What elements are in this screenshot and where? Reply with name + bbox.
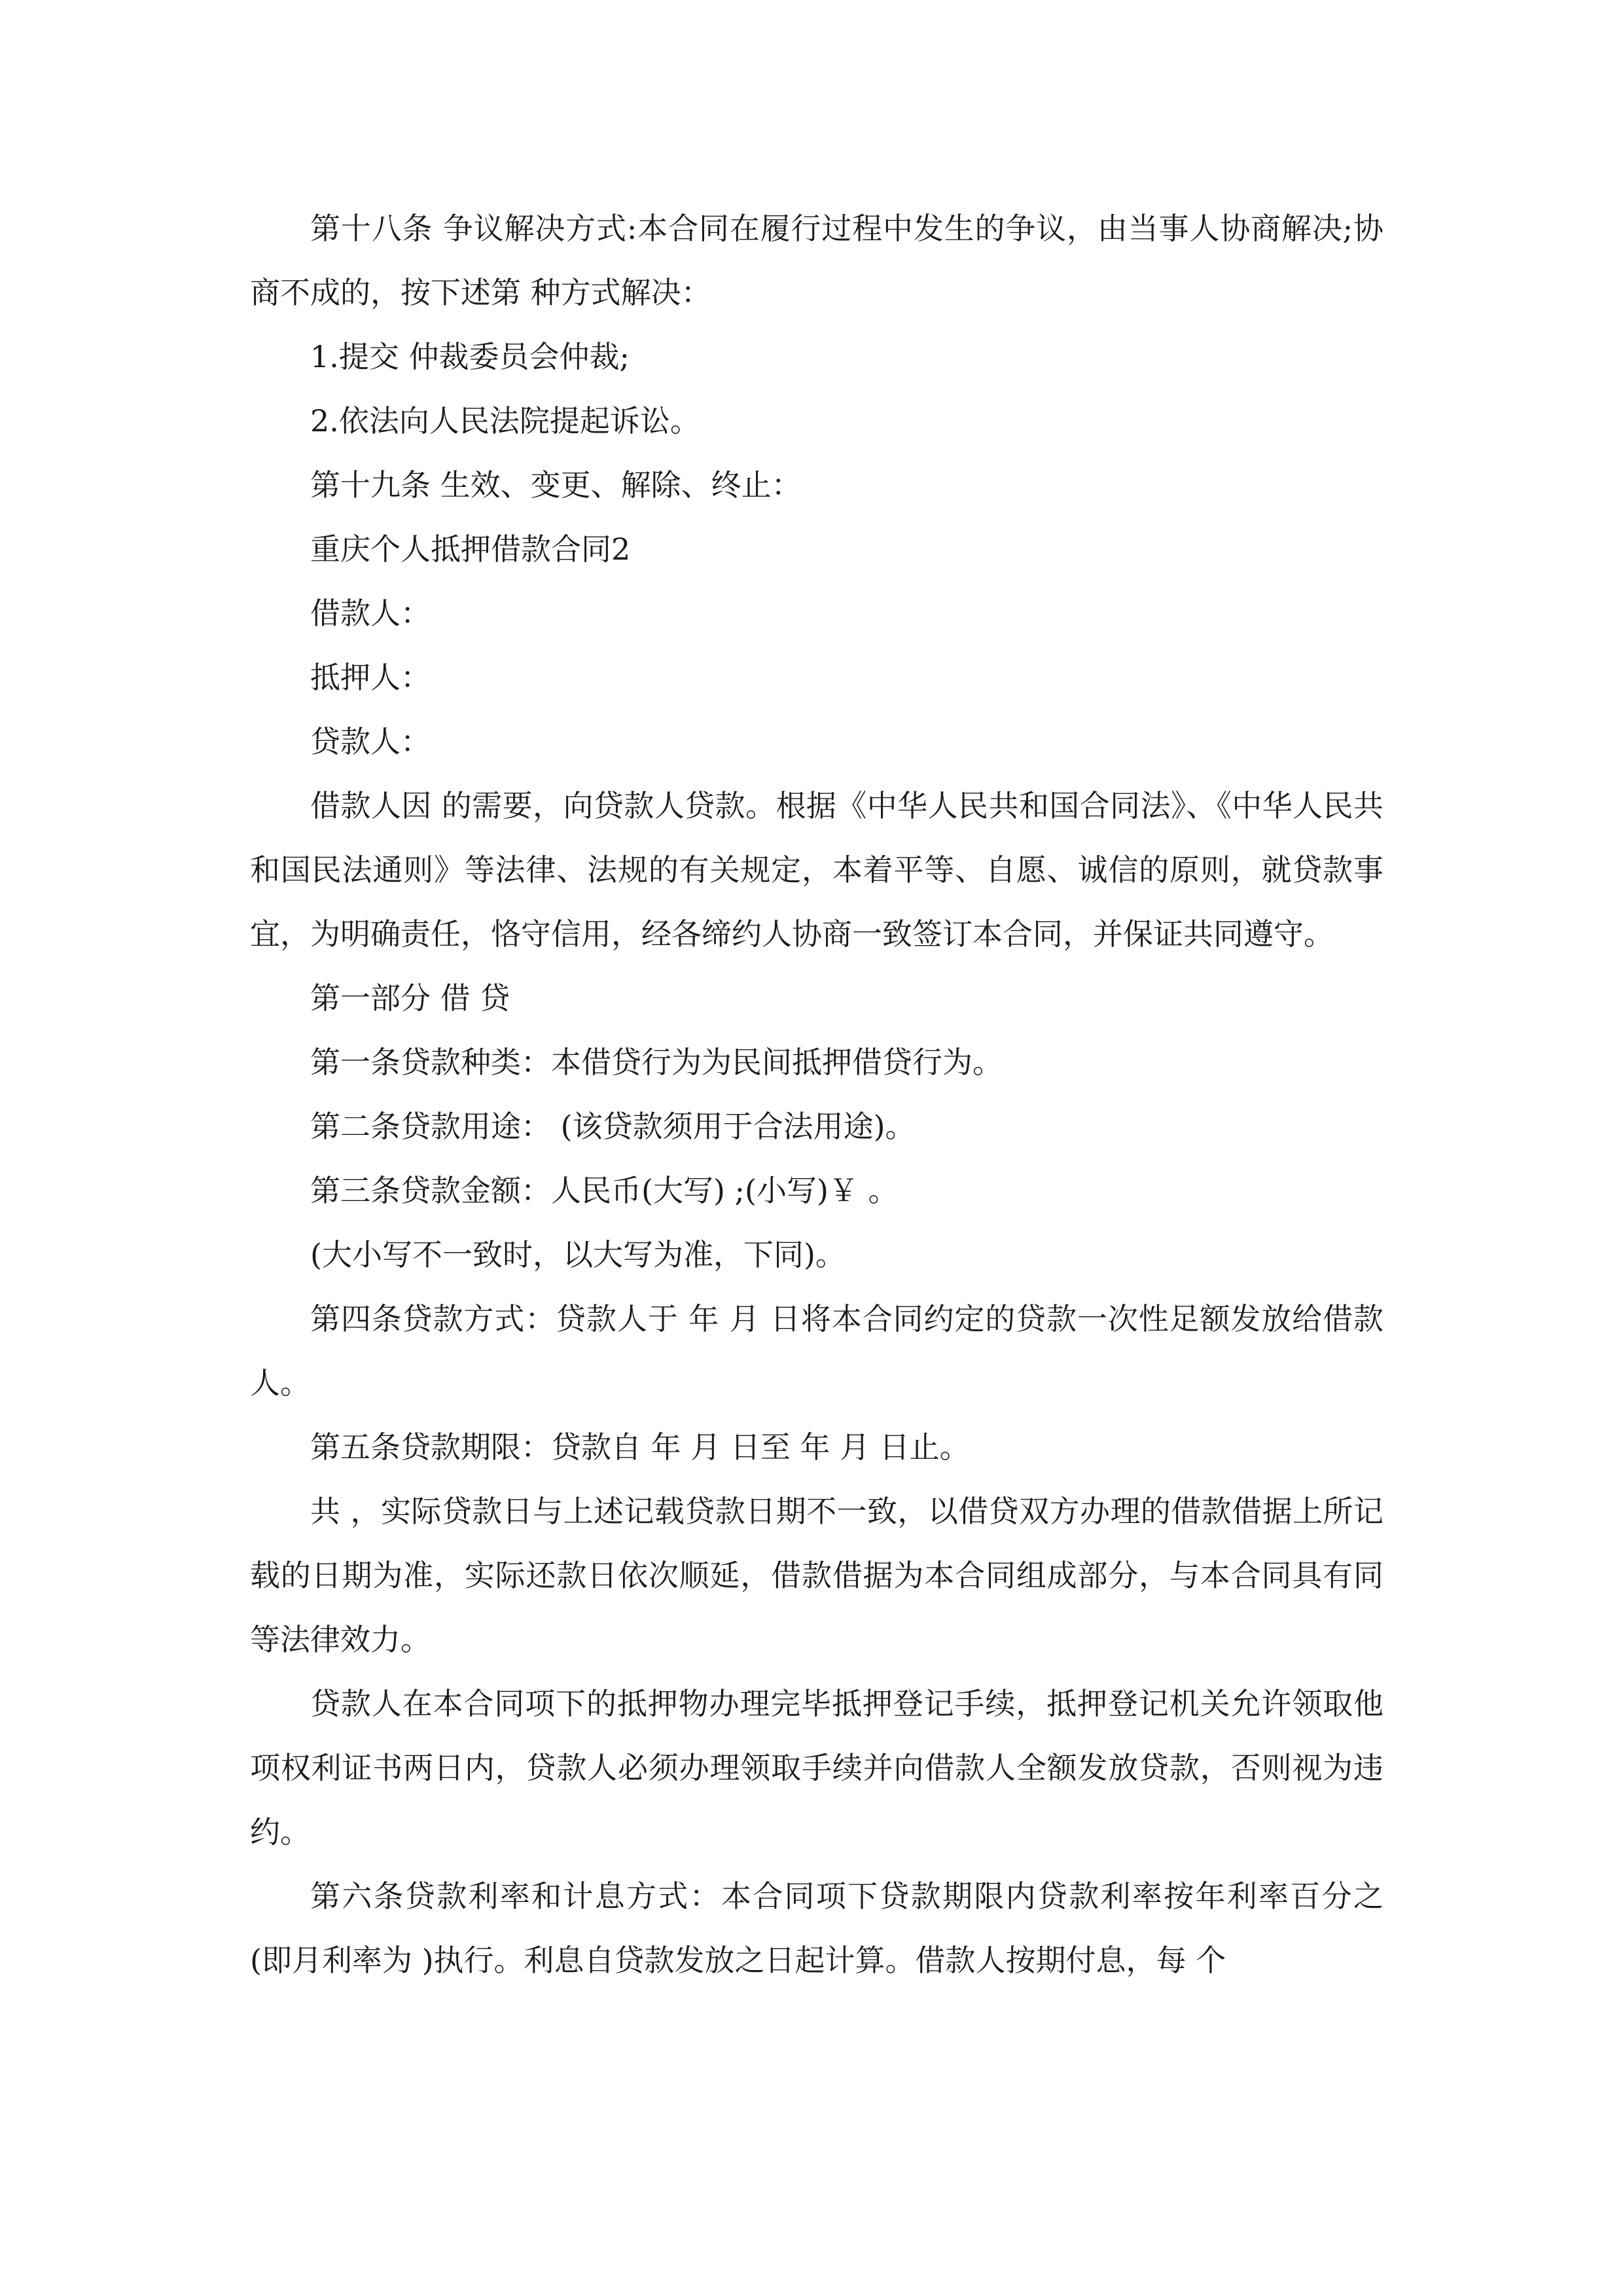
article-3-loan-amount: 第三条贷款金额：人民币(大写) ;(小写)￥ 。: [310, 1173, 899, 1208]
document-body: [250, 196, 1383, 1992]
clause-18-dispute-resolution: 第十八条 争议解决方式:本合同在履行过程中发生的争议，由当事人协商解决;协商不成的，按下述第 种方式解决：: [250, 211, 1383, 310]
article-6-interest-rate: 第六条贷款利率和计息方式：本合同项下贷款期限内贷款利率按年利率百分之 (即月利率为 )执行。利息自贷款发放之日起计算。借款人按期付息，每 个: [250, 1878, 1383, 1978]
loan-date-note: 共 ，实际贷款日与上述记载贷款日期不一致，以借贷双方办理的借款借据上所记载的日期为准，实际还款日依次顺延，借款借据为本合同组成部分，与本合同具有同等法律效力。: [250, 1494, 1383, 1657]
dispute-option-arbitration: 1.提交 仲裁委员会仲裁;: [310, 339, 630, 374]
part-one-heading: 第一部分 借 贷: [310, 980, 510, 1016]
article-2-loan-purpose: 第二条贷款用途： (该贷款须用于合法用途)。: [310, 1109, 916, 1144]
article-4-loan-method: 第四条贷款方式：贷款人于 年 月 日将本合同约定的贷款一次性足额发放给借款人。: [250, 1301, 1383, 1401]
preamble-paragraph: 借款人因 的需要，向贷款人贷款。根据《中华人民共和国合同法》、《中华人民共和国民法通则》等法律、法规的有关规定，本着平等、自愿、诚信的原则，就贷款事宜，为明确责任，恪守信用，经各缔约人协商一致签订本合同，并保证共同遵守。: [250, 788, 1383, 952]
lender-obligation-paragraph: 贷款人在本合同项下的抵押物办理完毕抵押登记手续，抵押登记机关允许领取他项权利证书两日内，贷款人必须办理领取手续并向借款人全额发放贷款，否则视为违约。: [250, 1686, 1383, 1850]
article-1-loan-type: 第一条贷款种类：本借贷行为为民间抵押借贷行为。: [310, 1045, 1003, 1080]
clause-19-effect-change: 第十九条 生效、变更、解除、终止：: [310, 467, 802, 503]
lender-line: 贷款人：: [310, 724, 431, 759]
borrower-line: 借款人：: [310, 596, 431, 631]
article-5-loan-term: 第五条贷款期限：贷款自 年 月 日至 年 月 日止。: [310, 1429, 970, 1465]
mortgagor-line: 抵押人：: [310, 660, 431, 695]
amount-note: (大小写不一致时，以大写为准，下同)。: [310, 1237, 846, 1272]
dispute-option-litigation: 2.依法向人民法院提起诉讼。: [310, 403, 700, 439]
contract-2-title: 重庆个人抵押借款合同2: [310, 531, 631, 567]
